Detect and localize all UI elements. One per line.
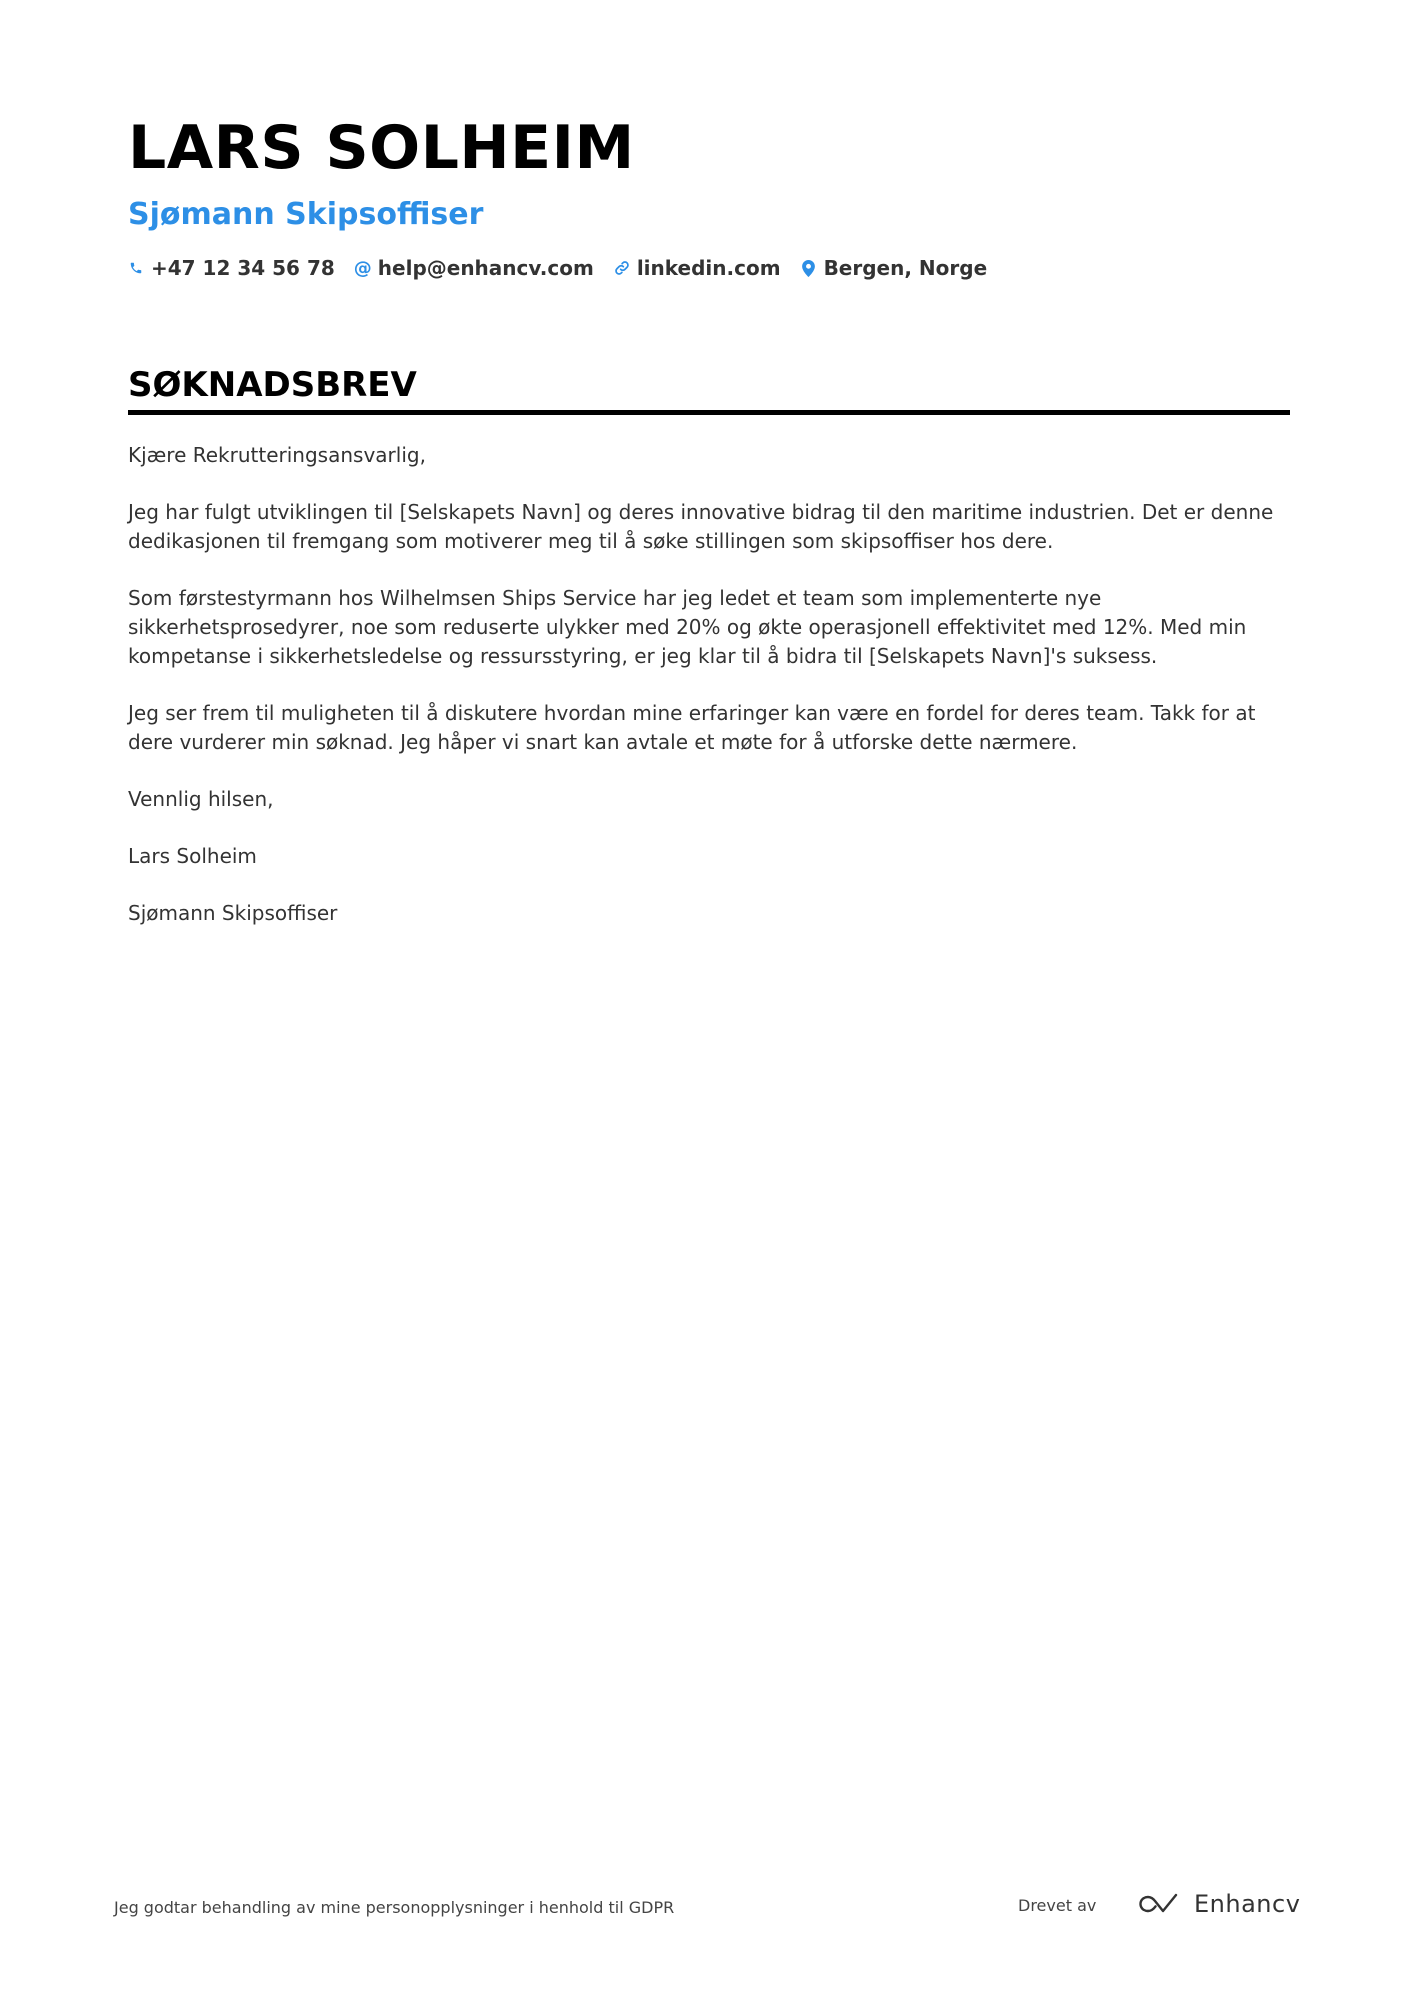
contact-phone-text: +47 12 34 56 78: [151, 256, 335, 280]
cover-letter-page: [128, 112, 1290, 956]
signature-title: Sjømann Skipsoffiser: [128, 901, 338, 925]
powered-by-label: Drevet av: [1018, 1896, 1097, 1915]
contact-location-text: Bergen, Norge: [823, 256, 988, 280]
contact-linkedin-text: linkedin.com: [636, 256, 781, 280]
letter-salutation: Kjære Rekrutteringsansvarlig,: [128, 443, 426, 467]
signature-name: Lars Solheim: [128, 844, 257, 868]
phone-icon: [128, 258, 144, 278]
enhancv-logo[interactable]: [1138, 1890, 1300, 1918]
enhancv-logo-icon: [1138, 1891, 1184, 1917]
applicant-role: Sjømann Skipsoffiser: [128, 197, 484, 232]
gdpr-consent-text: Jeg godtar behandling av mine personopplysninger i henhold til GDPR: [114, 1898, 675, 1917]
at-icon: @: [353, 257, 372, 279]
applicant-name: LARS SOLHEIM: [128, 113, 635, 183]
location-pin-icon: [801, 258, 817, 278]
contact-email[interactable]: [355, 256, 594, 280]
letter-paragraph: Jeg ser frem til muligheten til å diskutere hvordan mine erfaringer kan være en fordel for deres team. Takk for at dere vurderer min søknad. Jeg håper vi snart kan avtale et møte for å utforske dette nærmere.: [128, 701, 1256, 754]
enhancv-logo-text: Enhancv: [1194, 1890, 1301, 1918]
contact-bar: [128, 256, 1290, 280]
link-icon: [614, 258, 630, 278]
contact-linkedin[interactable]: [614, 256, 781, 280]
letter-closing: Vennlig hilsen,: [128, 787, 274, 811]
letter-paragraph: Jeg har fulgt utviklingen til [Selskapets Navn] og deres innovative bidrag til den maritime industrien. Det er denne dedikasjonen til fremgang som motiverer meg til å søke stillingen som skipsoffiser hos dere.: [128, 500, 1274, 553]
letter-paragraph: Som førstestyrmann hos Wilhelmsen Ships Service har jeg ledet et team som implementerte nye sikkerhetsprosedyrer, noe som reduserte ulykker med 20% og økte operasjonell effektivitet med 12%. Med min kompetanse i sikkerhetsledelse og ressursstyring, er jeg klar til å bidra til [Selskapets Navn]'s suksess.: [128, 586, 1247, 668]
letter-body: [128, 441, 1290, 928]
contact-location: [801, 256, 988, 280]
contact-phone[interactable]: [128, 256, 335, 280]
contact-email-text: help@enhancv.com: [377, 256, 594, 280]
section-heading: SØKNADSBREV: [128, 364, 1290, 415]
page-footer: [114, 1888, 1301, 1928]
